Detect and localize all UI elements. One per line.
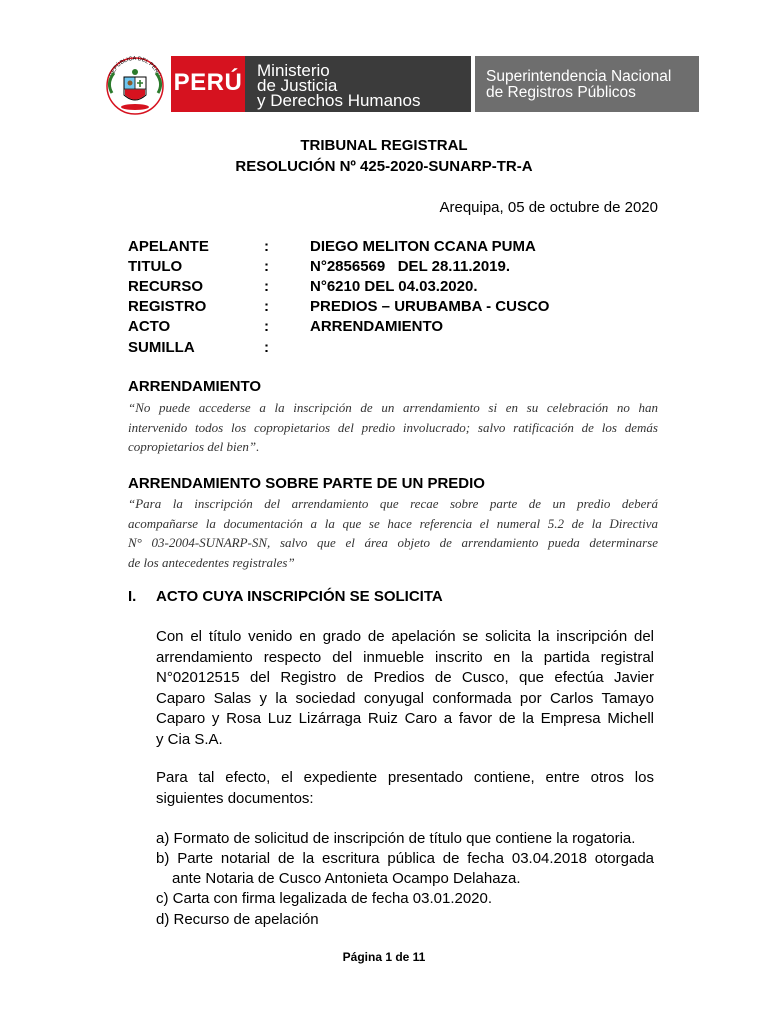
date-line: Arequipa, 05 de octubre de 2020 (439, 199, 658, 216)
sunarp-line-1: Superintendencia Nacional (486, 68, 672, 85)
metadata-value: N°6210 DEL 04.03.2020. (310, 278, 478, 295)
summary-line: de los antecedentes registrales” (128, 554, 295, 570)
document-list-item: d) Recurso de apelación (156, 911, 319, 928)
summary-quote (128, 494, 658, 572)
summary-quote (128, 398, 658, 457)
metadata-key: ACTO (128, 318, 171, 335)
page-number: Página 1 de 11 (342, 950, 426, 964)
document-list-item: a) Formato de solicitud de inscripción de título que contiene la rogatoria. (156, 830, 636, 847)
document-list-item-continuation: ante Notaria de Cusco Antonieta Ocampo Delahaza. (172, 870, 521, 887)
ministry-line-2: de Justicia (257, 76, 338, 95)
metadata-row (128, 298, 648, 318)
metadata-row (128, 318, 648, 338)
ministry-line-1: Ministerio (257, 61, 330, 80)
peru-brand-block (171, 56, 245, 112)
paragraph-line: Caparo y Rosa Luz Lizárraga Ruiz Caro a favor de la Empresa Michell (156, 710, 654, 727)
metadata-separator: : (264, 278, 269, 295)
metadata-row (128, 258, 648, 278)
metadata-row (128, 238, 648, 258)
summary-line: intervenido todos los copropietarios del predio involucrado; salvo ratificación de los demás (128, 419, 658, 435)
metadata-value: DIEGO MELITON CCANA PUMA (310, 238, 536, 255)
sunarp-brand-block (475, 56, 699, 112)
paragraph-line: Con el título venido en grado de apelación se solicita la inscripción del (156, 628, 654, 645)
summary-title: ARRENDAMIENTO (128, 378, 262, 395)
metadata-key: TITULO (128, 258, 183, 275)
document-subtitle: RESOLUCIÓN Nº 425-2020-SUNARP-TR-A (235, 158, 533, 175)
metadata-key: REGISTRO (128, 298, 207, 315)
peru-coat-of-arms-seal (104, 53, 166, 117)
metadata-separator: : (264, 318, 269, 335)
metadata-row (128, 278, 648, 298)
paragraph-line: siguientes documentos: (156, 789, 314, 807)
paragraph-line: Para tal efecto, el expediente presentado contiene, entre otros los (156, 769, 654, 786)
document-list-item: c) Carta con firma legalizada de fecha 03.01.2020. (156, 890, 493, 907)
paragraph-line: N°02012515 del Registro de Predios de Cusco, que efectúa Javier (156, 669, 654, 686)
metadata-value: N°2856569 DEL 28.11.2019. (310, 258, 511, 275)
metadata-separator: : (264, 238, 269, 255)
paragraph-line: y Cia S.A. (156, 730, 223, 748)
summary-line: acompañarse la documentación a la que se hace referencia el numeral 5.2 de la Directiva (128, 515, 658, 531)
metadata-key: SUMILLA (128, 339, 195, 356)
peru-label: PERÚ (173, 69, 243, 96)
ministry-line-3: y Derechos Humanos (257, 91, 421, 110)
sunarp-line-2: de Registros Públicos (486, 84, 636, 101)
metadata-value: PREDIOS – URUBAMBA - CUSCO (310, 298, 550, 315)
metadata-separator: : (264, 339, 269, 356)
body-paragraph (156, 768, 654, 809)
list-item-line: b) Parte notarial de la escritura pública de fecha 03.04.2018 otorgada (156, 850, 654, 867)
section-number: I. (128, 588, 137, 605)
body-paragraph (156, 627, 654, 750)
ministry-brand-block (245, 56, 471, 112)
metadata-row (128, 339, 648, 359)
document-title: TRIBUNAL REGISTRAL (300, 137, 468, 154)
metadata-separator: : (264, 298, 269, 315)
summary-line: “No puede accederse a la inscripción de un arrendamiento si en su celebración no han (128, 400, 658, 415)
summary-line: “Para la inscripción del arrendamiento que recae sobre parte de un predio deberá (128, 496, 658, 511)
svg-text:REPÚBLICA DEL PERÚ: REPÚBLICA DEL PERÚ (108, 55, 162, 78)
metadata-separator: : (264, 258, 269, 275)
metadata-key: RECURSO (128, 278, 204, 295)
metadata-value: ARRENDAMIENTO (310, 318, 444, 335)
document-list-item (156, 849, 654, 870)
metadata-key: APELANTE (128, 238, 209, 255)
paragraph-line: Caparo Salas y la sociedad conyugal conformada por Carlos Tamayo (156, 689, 654, 707)
paragraph-line: arrendamiento respecto del inmueble inscrito en la partida registral (156, 648, 654, 666)
summary-line: N° 03-2004-SUNARP-SN, salvo que el área objeto de arrendamiento pueda determinarse (128, 535, 658, 550)
summary-title: ARRENDAMIENTO SOBRE PARTE DE UN PREDIO (128, 475, 485, 492)
summary-line: copropietarios del bien”. (128, 439, 260, 454)
section-title: ACTO CUYA INSCRIPCIÓN SE SOLICITA (156, 588, 443, 605)
